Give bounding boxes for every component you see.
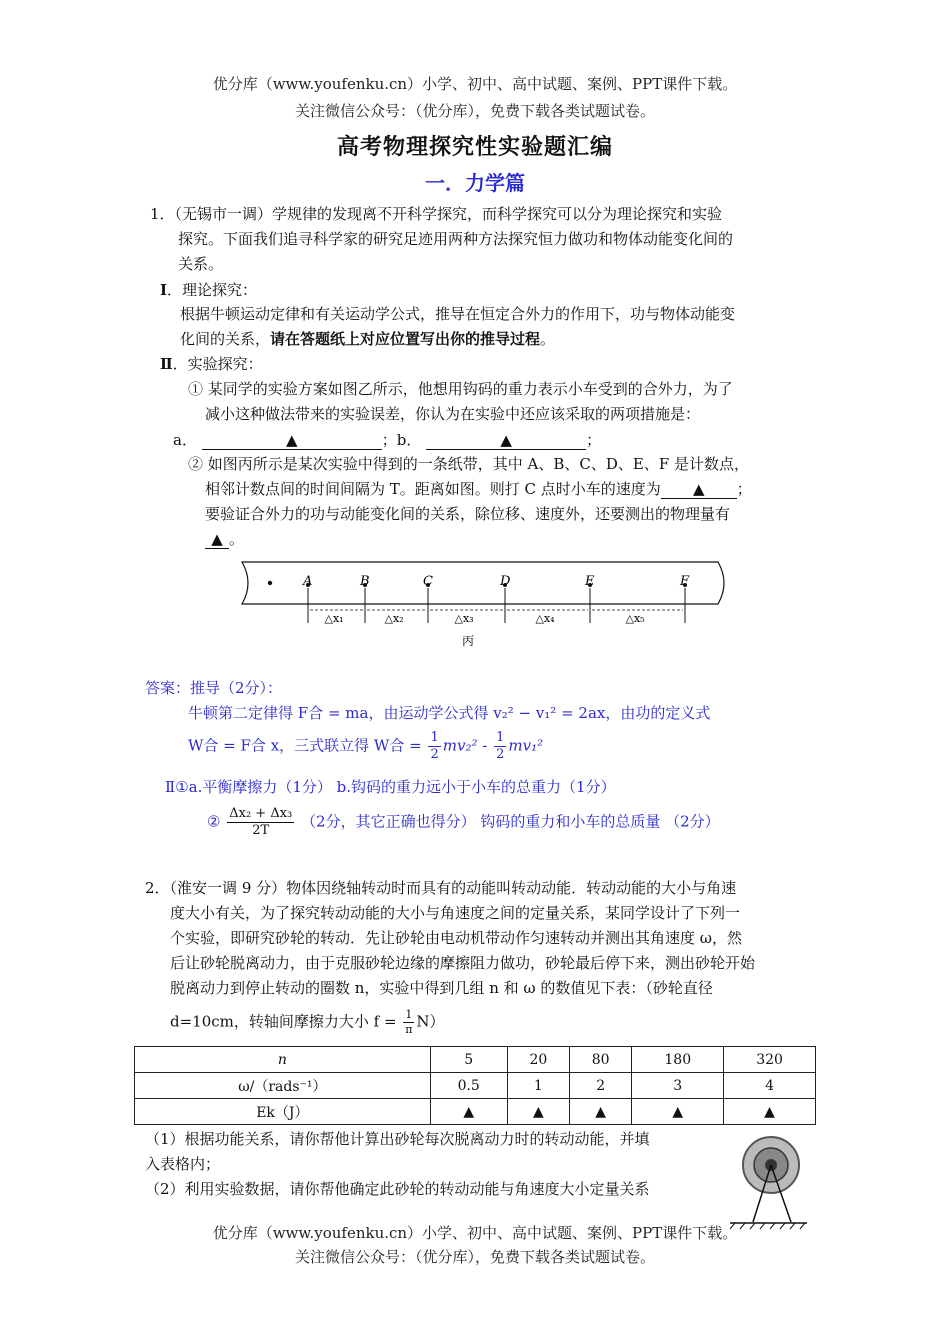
table-row: [135, 1073, 816, 1099]
item2-text-2: [205, 478, 752, 499]
frac-den: 2: [430, 747, 439, 762]
row-header-cell: ω/（rads⁻¹）: [135, 1073, 431, 1099]
tape-outline: [242, 562, 724, 604]
answer-line-3: Ⅱ①a.平衡摩擦力（1分） b.钩码的重力远小于小车的总重力（1分）: [165, 778, 616, 796]
q2-sub1-line-1: （1）根据功能关系，请你帮他计算出砂轮每次脱离动力时的转动动能，并填: [145, 1130, 650, 1148]
part1-title: ．理论探究：: [167, 281, 258, 299]
table-cell: 4: [724, 1073, 816, 1099]
item1-text-1: ① 某同学的实验方案如图乙所示，他想用钩码的重力表示小车受到的合外力，为了: [188, 380, 733, 398]
q2-text-6a: d=10cm，转轴间摩擦力大小 f =: [170, 1012, 397, 1031]
table-cell: 180: [632, 1047, 724, 1073]
triangle-marker: ▲: [693, 480, 705, 498]
grinding-wheel-diagram: [725, 1130, 810, 1230]
answer-line-4-post: （2分，其它正确也得分） 钩码的重力和小车的总质量 （2分）: [301, 812, 720, 831]
tape-gap-label: △x₅: [625, 612, 645, 625]
footer-line-2: 关注微信公众号：（优分库），免费下载各类试题试卷。: [294, 1248, 655, 1266]
tape-gap-label: △x₁: [324, 612, 344, 625]
triangle-marker: ▲: [285, 431, 298, 449]
tape-point-label: C: [423, 574, 433, 589]
q2-text-1a: （淮安一调 9 分）物体因绕轴转动时而具有的动能叫转动动能．转动动能的大小与角速: [169, 879, 737, 897]
frac-num: 1: [430, 730, 439, 745]
tape-dot: [268, 581, 272, 585]
part1-instruction: 请在答题纸上对应位置写出你的推导过程: [270, 330, 541, 348]
answer-line-4: [207, 806, 720, 839]
velocity-blank[interactable]: [661, 480, 737, 499]
table-cell: 20: [507, 1047, 569, 1073]
table-cell: 320: [724, 1047, 816, 1073]
table-cell: ▲: [507, 1099, 569, 1125]
tape-caption: 丙: [462, 634, 475, 648]
answer-line-1: 牛顿第二定律得 F合 = ma，由运动学公式得 v₂² − v₁² = 2ax，由功的定义式: [188, 704, 711, 722]
answer-line-4-pre: ②: [207, 812, 221, 831]
tape-point-label: F: [680, 574, 690, 589]
part1-text-1: 根据牛顿运动定律和有关运动学公式，推导在恒定合外力的作用下，功与物体动能变: [180, 305, 736, 323]
mv1-term: mv₁²: [508, 736, 544, 755]
part2-heading: [160, 353, 263, 374]
table-row: [135, 1099, 816, 1125]
frac-num: 1: [405, 1008, 413, 1021]
part2-label: Ⅱ: [160, 355, 173, 373]
quantity-blank[interactable]: [205, 530, 229, 549]
header-line-1: 优分库（www.youfenku.cn）小学、初中、高中试题、案例、PPT课件下载。: [212, 75, 738, 93]
part1-label: Ⅰ: [160, 281, 168, 299]
part2-title: ．实验探究：: [172, 355, 263, 373]
tape-point-label: D: [500, 574, 511, 589]
table-row: [135, 1047, 816, 1073]
q1-intro-line-3: 关系。: [178, 255, 224, 273]
tape-gap-label: △x₄: [535, 612, 555, 625]
one-over-pi: [403, 1008, 414, 1037]
q2-text-2: 度大小有关，为了探究转动动能的大小与角速度之间的定量关系，某同学设计了下列一: [170, 904, 741, 922]
part1-text-2c: 。: [540, 330, 556, 348]
q2-text-6: [170, 1008, 444, 1037]
velocity-fraction: [227, 806, 294, 839]
table-cell: ▲: [724, 1099, 816, 1125]
answer-line-2: [188, 730, 543, 763]
row-header-cell: Ek（J）: [135, 1099, 431, 1125]
q2-sub2: （2）利用实验数据，请你帮他确定此砂轮的转动动能与角速度大小定量关系: [145, 1180, 650, 1198]
q2-text-4: 后让砂轮脱离动力，由于克服砂轮边缘的摩擦阻力做功，砂轮最后停下来，测出砂轮开始: [170, 954, 756, 972]
q2-sub1-line-2: 入表格内；: [145, 1155, 221, 1173]
tape-point-label: A: [303, 574, 313, 589]
tape-point-label: B: [360, 574, 370, 589]
part1-text-2a: 化间的关系，: [180, 330, 271, 348]
paper-tape-diagram: [230, 555, 730, 655]
blank-a-label: a．: [173, 431, 197, 449]
item2-text-2-end: ；: [736, 480, 752, 498]
blank-b[interactable]: [426, 431, 586, 450]
frac-den: 2T: [252, 823, 270, 838]
table-cell: ▲: [632, 1099, 724, 1125]
tape-gap-label: △x₂: [384, 612, 404, 625]
table-cell: 1: [507, 1073, 569, 1099]
footer-line-1: 优分库（www.youfenku.cn）小学、初中、高中试题、案例、PPT课件下载。: [212, 1224, 738, 1242]
page-title: 高考物理探究性实验题汇编: [336, 134, 613, 160]
tape-gaps: [310, 610, 683, 625]
q2-text-6b: N）: [416, 1012, 445, 1031]
mv2-term: mv₂²: [442, 736, 478, 755]
q1-intro-line-2: 探究。下面我们追寻科学家的研究足迹用两种方法探究恒力做功和物体动能变化间的: [178, 230, 734, 248]
blank-a[interactable]: [202, 431, 382, 450]
table-cell: ▲: [430, 1099, 507, 1125]
item2-text-3: 要验证合外力的功与动能变化间的关系，除位移、速度外，还要测出的物理量有: [205, 505, 731, 523]
q2-text-5: 脱离动力到停止转动的圈数 n，实验中得到几组 n 和 ω 的数值见下表：（砂轮直径: [170, 979, 713, 997]
table-cell: 2: [570, 1073, 632, 1099]
table-cell: ▲: [570, 1099, 632, 1125]
table-cell: 5: [430, 1047, 507, 1073]
table-cell: 3: [632, 1073, 724, 1099]
item2-text-4: [205, 528, 244, 549]
header-line-2: 关注微信公众号：（优分库），免费下载各类试题试卷。: [294, 102, 655, 120]
q1-intro-text-1: （无锡市一调）学规律的发现离不开科学探究，而科学探究可以分为理论探究和实验: [174, 205, 723, 223]
data-table: [134, 1046, 816, 1125]
frac-den: 2: [496, 747, 505, 762]
q2-text-3: 个实验，即研究砂轮的转动．先让砂轮由电动机带动作匀速转动并测出其角速度 ω，然: [170, 929, 743, 947]
q1-intro-line-1: [150, 203, 722, 224]
frac-num: Δx₂ + Δx₃: [229, 806, 293, 821]
answer-label: 答案：推导（2分）：: [145, 679, 283, 697]
item2-text-1: ② 如图丙所示是某次实验中得到的一条纸带，其中 A、B、C、D、E、F 是计数点，: [188, 455, 750, 473]
q1-number: 1．: [150, 205, 175, 223]
blank-row: [173, 429, 601, 450]
half-fraction-1: [428, 730, 440, 763]
item1-text-2: 减小这种做法带来的实验误差，你认为在实验中还应该采取的两项措施是：: [205, 405, 701, 423]
triangle-marker: ▲: [500, 431, 512, 449]
q2-number: 2．: [145, 879, 170, 897]
blank-b-label: ；b．: [381, 431, 422, 449]
table-cell: 0.5: [430, 1073, 507, 1099]
row-header-cell: n: [135, 1047, 431, 1073]
part1-heading: [160, 279, 257, 300]
answer-line-2a: W合 = F合 x，三式联立得 W合 =: [188, 736, 422, 755]
frac-den: π: [405, 1023, 413, 1036]
item2-text-2a: 相邻计数点间的时间间隔为 T。距离如图。则打 C 点时小车的速度为: [205, 480, 661, 498]
tape-point-label: E: [585, 574, 595, 589]
q2-text-1: [145, 877, 736, 898]
section-heading: 一．力学篇: [425, 171, 525, 195]
minus-sign: -: [482, 736, 488, 755]
item2-text-4-end: 。: [229, 530, 245, 548]
triangle-marker: ▲: [211, 530, 223, 548]
table-cell: 80: [570, 1047, 632, 1073]
half-fraction-2: [494, 730, 506, 763]
frac-num: 1: [496, 730, 505, 745]
blank-end: ；: [586, 431, 602, 449]
part1-text-2: [180, 328, 555, 349]
tape-gap-label: △x₃: [454, 612, 474, 625]
